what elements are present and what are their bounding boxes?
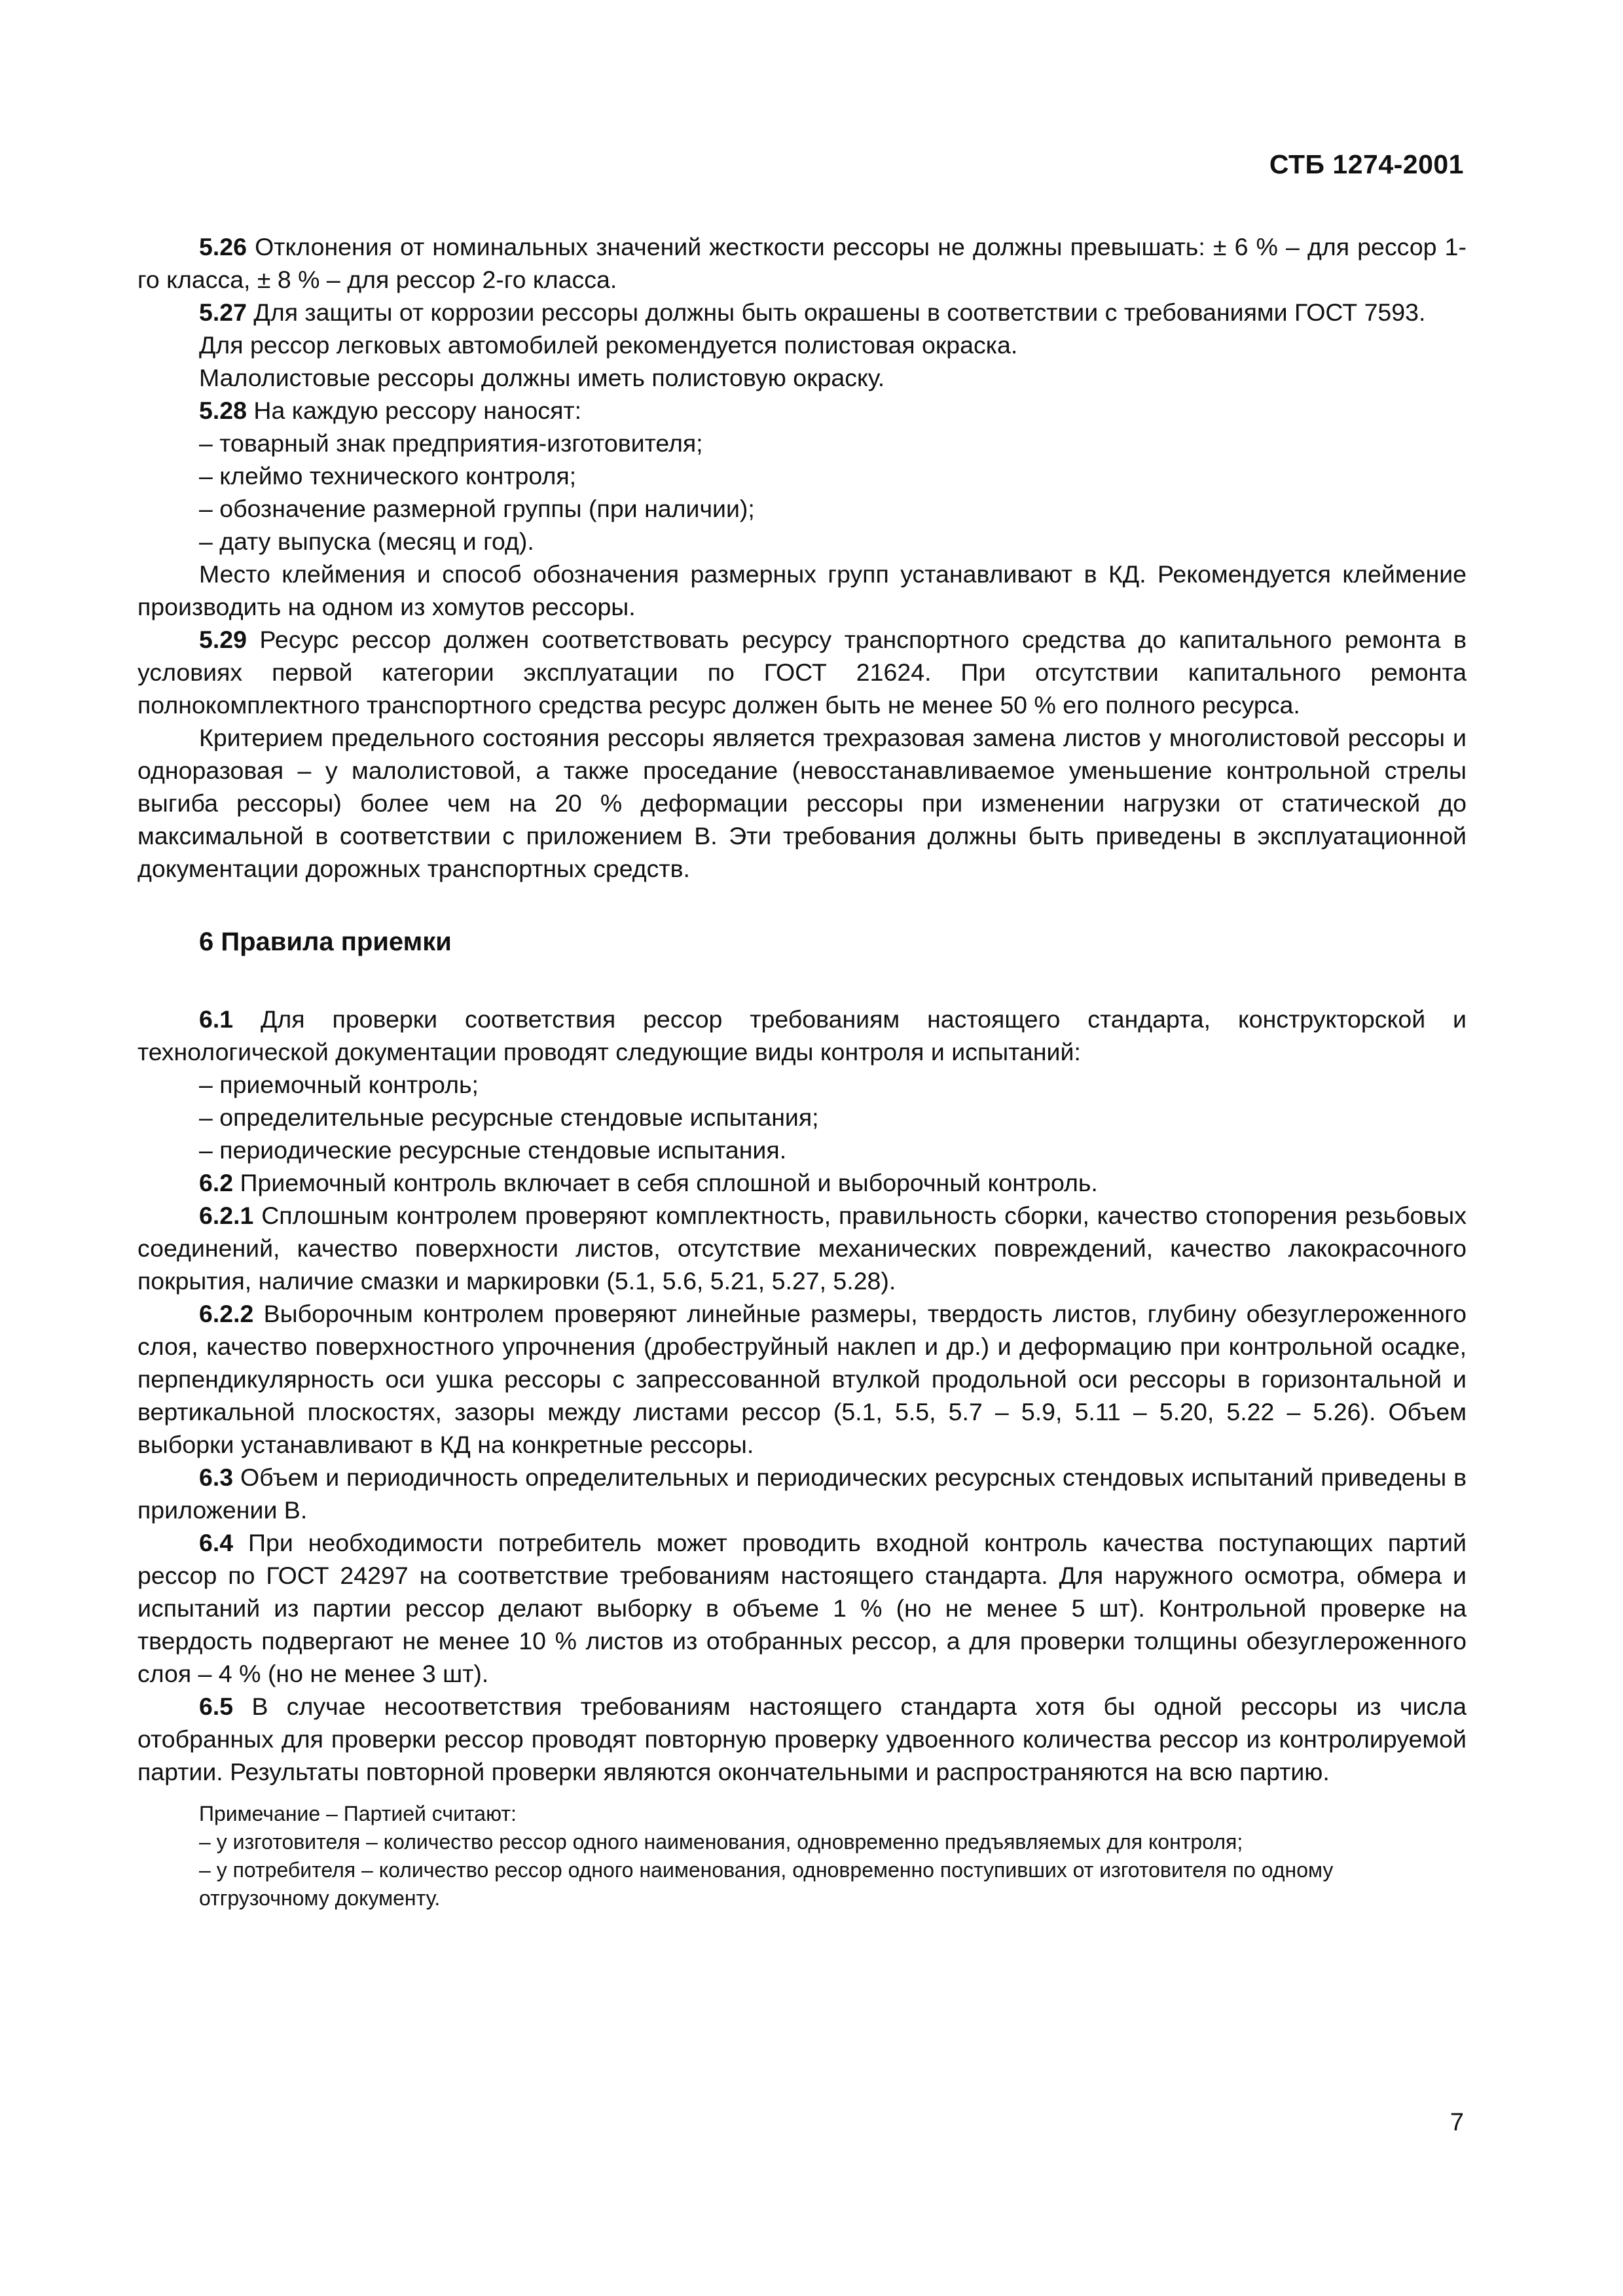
paragraph-5-29: 5.29 Ресурс рессор должен соответствовать ресурсу транспортного средства до капитального ремонта в условиях первой категории эксплуатации по ГОСТ 21624. При отсутствии капитального ремонта полнокомплектного транспортного средства ресурс должен быть не менее 50 % его полного ресурса. [137,626,1467,719]
list-item: – обозначение размерной группы (при наличии); [199,495,755,522]
document-code: СТБ 1274-2001 [1269,149,1464,179]
paragraph-6-2-1: 6.2.1 Сплошным контролем проверяют комплектность, правильность сборки, качество стопорения резьбовых соединений, качество поверхности листов, отсутствие механических повреждений, качество лакокрасочного покрытия, наличие смазки и маркировки (5.1, 5.6, 5.21, 5.27, 5.28). [137,1202,1467,1295]
paragraph-6-5: 6.5 В случае несоответствия требованиям настоящего стандарта хотя бы одной рессоры из числа отобранных для проверки рессор проводят повторную проверку удвоенного количества рессор из контролируемой партии. Результаты повторной проверки являются окончательными и распространяются на всю партию. [137,1693,1467,1785]
paragraph-5-28-a: Место клеймения и способ обозначения размерных групп устанавливают в КД. Рекомендуется клеймение производить на одном из хомутов рессоры. [137,560,1467,620]
paragraph-6-4: 6.4 При необходимости потребитель может проводить входной контроль качества поступающих партий рессор по ГОСТ 24297 на соответствие требованиям настоящего стандарта. Для наружного осмотра, обмера и испытаний из партии рессор делают выборку в объеме 1 % (но не менее 5 шт). Контрольной проверке на твердость подвергают не менее 10 % листов из отобранных рессор, а для проверки толщины обезуглероженного слоя – 4 % (но не менее 3 шт). [137,1529,1467,1687]
paragraph-5-27: 5.27 Для защиты от коррозии рессоры должны быть окрашены в соответствии с требованиями ГОСТ 7593. [199,298,1426,326]
note-title: Примечание – Партией считают: [199,1802,517,1825]
note-block [199,1800,1467,1912]
list-item: – определительные ресурсные стендовые испытания; [199,1103,819,1131]
paragraph-6-3: 6.3 Объем и периодичность определительных и периодических ресурсных стендовых испытаний приведены в приложении В. [137,1463,1467,1524]
paragraph-6-2-2: 6.2.2 Выборочным контролем проверяют линейные размеры, твердость листов, глубину обезуглероженного слоя, качество поверхностного упрочнения (дробеструйный наклеп и др.) и деформацию при контрольной осадке, перпендикулярность оси ушка рессоры с запрессованной втулкой продольной оси рессоры в горизонтальной и вертикальной плоскостях, зазоры между листами рессор (5.1, 5.5, 5.7 – 5.9, 5.11 – 5.20, 5.22 – 5.26). Объем выборки устанавливают в КД на конкретные рессоры. [137,1300,1467,1458]
paragraph-5-26: 5.26 Отклонения от номинальных значений жесткости рессоры не должны превышать: ± 6 % – для рессор 1-го класса, ± 8 % – для рессор 2-го класса. [137,233,1467,293]
paragraph-6-2: 6.2 Приемочный контроль включает в себя сплошной и выборочный контроль. [199,1169,1098,1196]
list-item: – приемочный контроль; [199,1071,479,1098]
paragraph-5-27-b: Малолистовые рессоры должны иметь полистовую окраску. [199,364,885,391]
list-item: – периодические ресурсные стендовые испытания. [199,1136,787,1164]
list-item: – клеймо технического контроля; [199,462,577,490]
page-number: 7 [1450,2109,1464,2136]
list-item: – товарный знак предприятия-изготовителя; [199,429,703,457]
paragraph-6-1: 6.1 Для проверки соответствия рессор требованиям настоящего стандарта, конструкторской и технологической документации проводят следующие виды контроля и испытаний: [137,1005,1467,1066]
paragraph-5-27-a: Для рессор легковых автомобилей рекомендуется полистовая окраска. [199,331,1018,359]
document-body [137,230,1467,1912]
note-item: – у потребителя – количество рессор одного наименования, одновременно поступивших от изготовителя по одному отгрузочному документу. [199,1858,1334,1910]
section-heading: 6 Правила приемки [199,927,452,956]
note-item: – у изготовителя – количество рессор одного наименования, одновременно предъявляемых для контроля; [199,1830,1243,1854]
list-item: – дату выпуска (месяц и год). [199,528,534,555]
paragraph-5-28: 5.28 На каждую рессору наносят: [199,397,581,424]
paragraph-5-29-a: Критерием предельного состояния рессоры является трехразовая замена листов у многолистовой рессоры и одноразовая – у малолистовой, а также проседание (невосстанавливаемое уменьшение контрольной стрелы выгиба рессоры) более чем на 20 % деформации рессоры при изменении нагрузки от статической до максимальной в соответствии с приложением В. Эти требования должны быть приведены в эксплуатационной документации дорожных транспортных средств. [137,724,1467,882]
